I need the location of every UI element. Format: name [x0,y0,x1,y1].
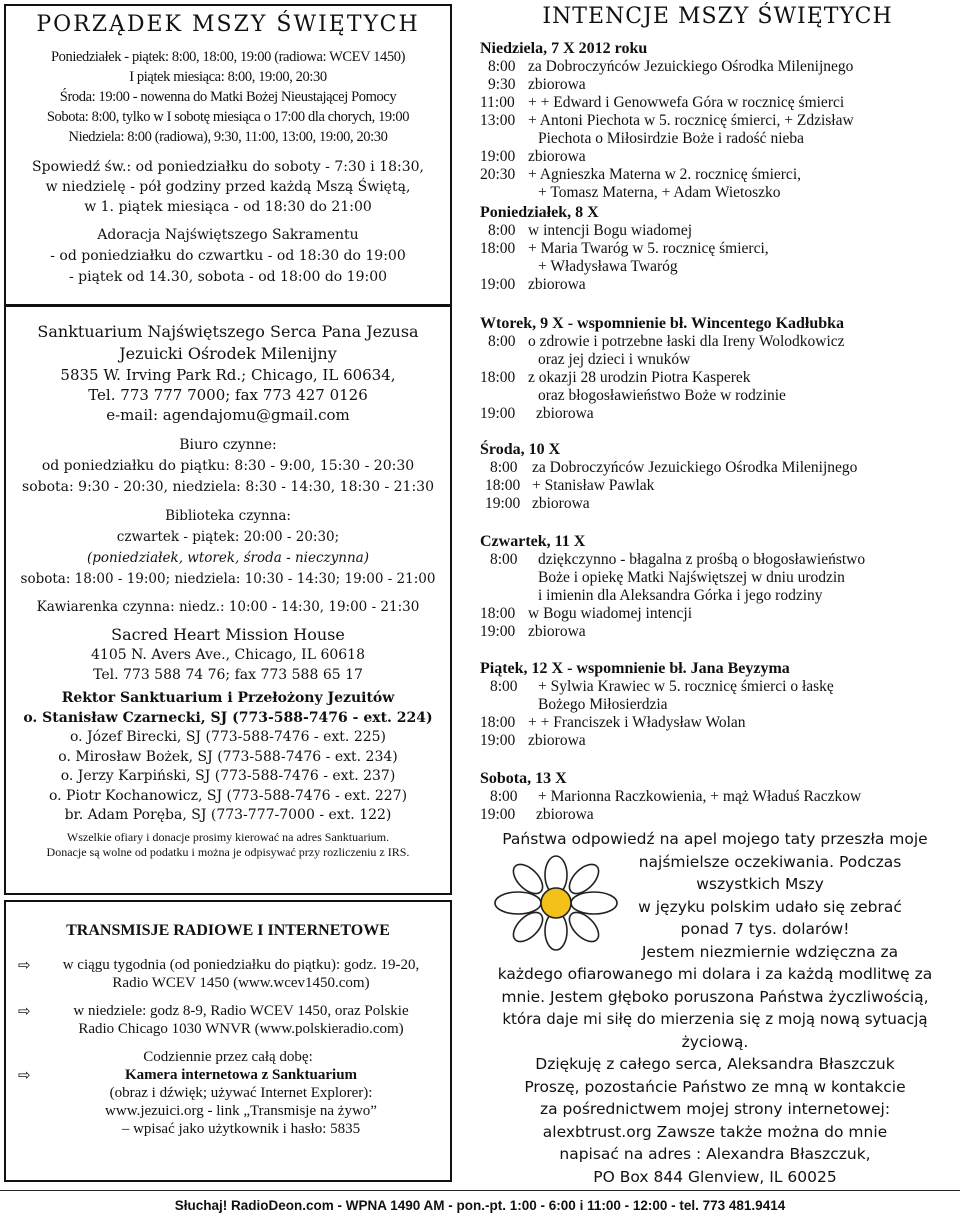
intentions-day: Wtorek, 9 X - wspomnienie bł. Wincentego Kadłubka [480,315,845,332]
mission-house [6,625,450,685]
staff-member: o. Jerzy Karpiński, SJ (773-588-7476 - ext. 237) [60,768,396,784]
intention-row [480,148,950,166]
intention-text: zbiorowa [528,732,586,749]
mission-address: 4105 N. Avers Ave., Chicago, IL 60618 [91,647,365,663]
confession-line-2: w niedzielę - pół godziny przed każdą Mszą Świętą, [45,179,411,195]
arrow-right-icon: ⇨ [18,1002,31,1020]
intention-time: 18:00 [480,369,516,386]
thanks-line: Państwa odpowiedź na apel mojego taty przeszła moje [502,830,928,848]
thanks-line: Jestem niezmiernie wdzięczna za [641,942,899,961]
intention-row [480,477,950,495]
intention-text: zbiorowa [528,623,586,640]
footer-radio-deon: Słuchaj! RadioDeon.com - WPNA 1490 AM - pon.-pt. 1:00 - 6:00 i 11:00 - 12:00 - tel. 773 481.9414 [174,1198,786,1213]
thanks-website[interactable]: alexbtrust.org Zawsze także można do mnie [542,1122,888,1141]
mass-schedule-lines [6,47,450,147]
adoration-line-1: - od poniedziałku do czwartku - od 18:30 do 19:00 [50,248,406,264]
intentions-day: Poniedziałek, 8 X [480,204,599,221]
mission-name: Sacred Heart Mission House [111,625,345,644]
intention-time: 20:30 [480,166,516,183]
intention-text: i imienin dla Aleksandra Górka i jego rodziny [538,587,823,604]
intention-text: zbiorowa [528,276,586,293]
sanctuary-phone: Tel. 773 777 7000; fax 773 427 0126 [88,386,368,404]
intentions-wednesday [480,441,950,513]
sanctuary-email[interactable]: e-mail: agendajomu@gmail.com [106,406,350,424]
intention-row [480,405,950,423]
intention-text: dziękczynno - błagalna z prośbą o błogosławieństwo [538,551,866,568]
thanks-line: która daje mi siłę do mierzenia się z moją nową sytuacją [502,1010,928,1028]
intention-row [480,605,950,623]
intention-row [480,806,950,824]
schedule-sunday: Niedziela: 8:00 (radiowa), 9:30, 11:00, 13:00, 19:00, 20:30 [68,129,388,145]
sanctuary-name: Sanktuarium Najświętszego Serca Pana Jezusa [37,322,419,341]
staff-member: br. Adam Poręba, SJ (773-777-7000 - ext. 122) [64,807,392,823]
office-hours [6,435,450,498]
intention-time: 8:00 [488,222,516,239]
intention-text: + Antoni Piechota w 5. rocznicę śmierci, + Zdzisław [528,112,854,129]
intention-row [480,184,950,202]
intention-time: 18:00 [480,714,516,731]
rector-name: o. Stanisław Czarnecki, SJ (773-588-7476 - ext. 224) [23,709,433,726]
staff-list [6,689,450,826]
thanks-note [480,828,950,1188]
intention-text: Boże i opiekę Matki Najświętszej w dniu urodzin [538,569,845,586]
intentions-friday [480,660,950,750]
mission-phone: Tel. 773 588 74 76; fax 773 588 65 17 [93,667,363,683]
thanks-line: wszystkich Mszy [696,875,824,893]
intention-time: 8:00 [490,678,518,695]
intention-time: 19:00 [480,732,516,749]
intention-row [480,58,950,76]
adoration-section [6,225,450,288]
library-line-2: (poniedziałek, wtorek, środa - nieczynna) [87,550,369,566]
intention-text: oraz błogosławieństwo Boże w rodzinie [538,387,786,404]
intention-text: zbiorowa [528,148,586,165]
intention-row [480,258,950,276]
thanks-line: Proszę, pozostańcie Państwo ze mną w kontakcie [524,1077,906,1096]
confession-line-3: w 1. piątek miesiąca - od 18:30 do 21:00 [84,199,372,215]
intention-row [480,276,950,294]
staff-member: o. Piotr Kochanowicz, SJ (773-588-7476 - ext. 227) [48,787,408,804]
schedule-first-friday: I piątek miesiąca: 8:00, 19:00, 20:30 [129,69,327,85]
intention-text: Piechota o Miłosirdzie Boże i radość nieba [538,130,805,147]
office-line-2: sobota: 9:30 - 20:30, niedziela: 8:30 - 14:30, 18:30 - 21:30 [22,479,434,495]
schedule-weekday: Poniedziałek - piątek: 8:00, 18:00, 19:00 (radiowa: WCEV 1450) [50,49,405,65]
intention-row [480,714,950,732]
intention-text: + + Edward i Genowwefa Góra w rocznicę śmierci [528,94,845,111]
intention-time: 19:00 [480,405,516,422]
radio-sunday-line-1: w niedziele: godz 8-9, Radio WCEV 1450, oraz Polskie [73,1003,409,1019]
intention-text: zbiorowa [532,495,590,512]
intentions-day: Sobota, 13 X [480,770,567,787]
office-title: Biuro czynne: [179,437,277,453]
intention-time: 8:00 [490,788,518,805]
intention-row [480,369,950,387]
intention-row [480,76,950,94]
staff-member: o. Józef Birecki, SJ (773-588-7476 - ext. 225) [69,729,387,745]
intention-row [480,696,950,714]
library-title: Biblioteka czynna: [165,508,291,524]
intention-time: 18:00 [480,605,516,622]
radio-weekday-line-2[interactable]: Radio WCEV 1450 (www.wcev1450.com) [112,975,370,991]
intentions-day: Piątek, 12 X - wspomnienie bł. Jana Beyzyma [480,660,790,677]
radio-title: TRANSMISJE RADIOWE I INTERNETOWE [66,922,390,939]
schedule-wednesday: Środa: 19:00 - nowenna do Matki Bożej Nieustającej Pomocy [59,89,397,105]
radio-daily: Codziennie przez całą dobę: [143,1049,313,1065]
radio-sunday-line-2[interactable]: Radio Chicago 1030 WNVR (www.polskieradio.com) [78,1021,404,1037]
camera-title: Kamera internetowa z Sanktuarium [124,1067,358,1083]
thanks-line: życiową. [681,1032,749,1051]
donation-line-2: Donacje są wolne od podatku i można je odpisywać przy rozliczeniu z IRS. [46,844,410,859]
sanctuary-info-box [4,305,452,895]
mass-schedule-box [4,4,452,306]
radio-item-sunday [18,1002,438,1038]
intention-text: + Sylwia Krawiec w 5. rocznicę śmierci o łaskę [538,678,834,695]
radio-item-weekday [18,956,438,992]
intention-time: 13:00 [480,112,516,129]
confession-line-1: Spowiedź św.: od poniedziałku do soboty - 7:30 i 18:30, [32,159,424,175]
intention-text: + + Franciszek i Władysław Wolan [528,714,746,731]
intention-text: + Stanisław Pawlak [532,477,655,494]
intention-row [480,130,950,148]
intentions-day: Czwartek, 11 X [480,533,586,550]
intention-row [480,94,950,112]
mass-schedule-title: PORZĄDEK MSZY ŚWIĘTYCH [36,12,420,37]
intention-time: 11:00 [480,94,515,111]
intention-text: oraz jej dzieci i wnuków [538,351,691,368]
library-line-1: czwartek - piątek: 20:00 - 20:30; [116,529,340,545]
intention-text: zbiorowa [528,76,586,93]
thanks-line: PO Box 844 Glenview, IL 60025 [593,1167,837,1186]
staff-member: o. Mirosław Bożek, SJ (773-588-7476 - ext. 234) [58,748,398,765]
intention-text: w intencji Bogu wiadomej [528,222,693,239]
intention-text: + Marionna Raczkowienia, + mąż Właduś Raczkow [538,788,862,805]
donation-line-1: Wszelkie ofiary i donacje prosimy kierować na adres Sanktuarium. [66,829,390,844]
thanks-line: napisać na adres : Alexandra Błaszczuk, [559,1145,871,1163]
intention-time: 19:00 [480,148,516,165]
intention-text: w Bogu wiadomej intencji [528,605,693,622]
thanks-line: najśmielsze oczekiwania. Podczas [638,852,902,871]
intention-row [480,112,950,130]
intention-time: 8:00 [488,58,516,75]
intention-time: 19:00 [480,276,516,293]
sanctuary-contact [6,365,450,425]
intention-row [480,788,950,806]
intention-row [480,551,950,569]
intention-row [480,222,950,240]
sanctuary-center: Jezuicki Ośrodek Milenijny [119,344,337,363]
intentions-tuesday [480,315,950,423]
intention-row [480,387,950,405]
intentions-saturday [480,770,950,824]
cafe-hours: Kawiarenka czynna: niedz.: 10:00 - 14:30, 19:00 - 21:30 [36,599,420,615]
intention-row [480,333,950,351]
intention-row [480,351,950,369]
thanks-line: za pośrednictwem mojej strony internetowej: [539,1100,891,1118]
intention-text: + Maria Twaróg w 5. rocznicę śmierci, [528,240,769,257]
intention-time: 8:00 [490,459,518,476]
intention-time: 9:30 [488,76,516,93]
intention-text: Bożego Miłosierdzia [538,696,668,713]
intention-row [480,732,950,750]
intention-time: 18:00 [485,477,521,494]
intention-text: o zdrowie i potrzebne łaski dla Ireny Wolodkowicz [528,333,845,350]
intention-text: za Dobroczyńców Jezuickiego Ośrodka Milenijnego [532,459,858,476]
thanks-line: ponad 7 tys. dolarów! [680,920,850,938]
radio-weekday-line-1: w ciągu tygodnia (od poniedziałku do piątku): godz. 19-20, [62,957,420,973]
intention-row [480,459,950,477]
intention-row [480,495,950,513]
intention-time: 8:00 [488,333,516,350]
intention-text: za Dobroczyńców Jezuickiego Ośrodka Milenijnego [528,58,854,75]
arrow-right-icon: ⇨ [18,1066,31,1084]
arrow-right-icon: ⇨ [18,956,31,974]
schedule-saturday: Sobota: 8:00, tylko w I sobotę miesiąca o 17:00 dla chorych, 19:00 [46,109,410,125]
intention-row [480,678,950,696]
thanks-line: mnie. Jestem głęboko poruszona Państwa życzliwością, [501,987,929,1006]
sanctuary-address: 5835 W. Irving Park Rd.; Chicago, IL 60634, [60,366,396,384]
intentions-day: Niedziela, 7 X 2012 roku [480,40,648,57]
intentions-thursday [480,533,950,641]
intention-text: zbiorowa [536,806,594,823]
footer-divider [0,1190,960,1191]
adoration-line-2: - piątek od 14.30, sobota - od 18:00 do 19:00 [68,269,388,285]
sanctuary-header [6,321,450,365]
radio-box [4,900,452,1182]
intentions-title: INTENCJE MSZY ŚWIĘTYCH [542,4,893,29]
intention-text: zbiorowa [536,405,594,422]
intentions-day: Środa, 10 X [480,441,561,458]
intention-time: 8:00 [490,551,518,568]
intention-row [480,240,950,258]
intentions-sunday [480,40,950,202]
intention-row [480,166,950,184]
thanks-line: Dziękuję z całego serca, Aleksandra Błaszczuk [535,1055,895,1073]
radio-camera [18,1066,438,1138]
camera-line-3: – wpisać jako użytkownik i hasło: 5835 [121,1121,361,1137]
intention-text: z okazji 28 urodzin Piotra Kasperek [528,369,751,386]
intention-text: + Tomasz Materna, + Adam Wietoszko [538,184,781,201]
camera-line-2[interactable]: www.jezuici.org - link „Transmisje na żywo” [105,1103,377,1119]
intention-row [480,623,950,641]
camera-line-1: (obraz i dźwięk; używać Internet Explorer): [109,1085,373,1101]
rector-title: Rektor Sanktuarium i Przełożony Jezuitów [61,690,395,706]
thanks-line: w języku polskim udało się zebrać [638,897,902,916]
intention-time: 19:00 [480,806,516,823]
intention-time: 18:00 [480,240,516,257]
library-line-3: sobota: 18:00 - 19:00; niedziela: 10:30 - 14:30; 19:00 - 21:00 [20,571,436,587]
adoration-title: Adoracja Najświętszego Sakramentu [97,227,359,243]
thanks-line: każdego ofiarowanego mi dolara i za każdą modlitwę za [497,965,933,983]
confession-section [6,157,450,217]
intention-time: 19:00 [480,623,516,640]
donation-note [6,830,450,860]
intention-time: 19:00 [485,495,521,512]
intention-row [480,587,950,605]
intentions-monday [480,204,950,294]
intention-row [480,569,950,587]
library-hours [6,506,450,590]
intention-text: + Agnieszka Materna w 2. rocznicę śmierci, [528,166,801,183]
intention-text: + Władysława Twaróg [538,258,678,275]
office-line-1: od poniedziałku do piątku: 8:30 - 9:00, 15:30 - 20:30 [41,458,415,474]
